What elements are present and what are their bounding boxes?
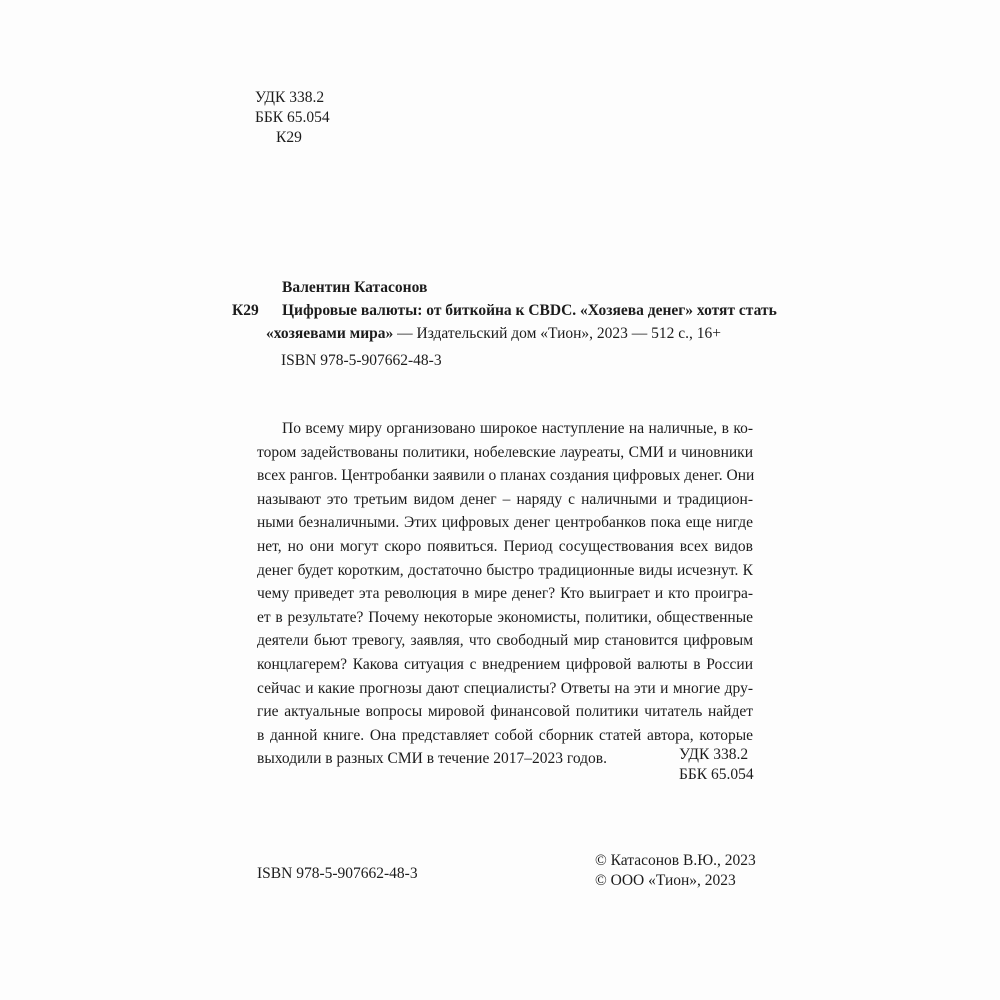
annotation-line: выходили в разных СМИ в течение 2017–2023 годов. xyxy=(257,750,607,768)
annotation-line: тором задействованы политики, нобелевские лауреаты, СМИ и чиновники xyxy=(257,443,753,461)
annotation-line: чему приведет эта революция в мире денег? Кто выиграет и кто проигра- xyxy=(257,585,753,603)
udk-code: УДК 338.2 xyxy=(255,89,325,106)
annotation-line: ет в результате? Почему некоторые экономисты, политики, общественные xyxy=(257,608,753,626)
publication-details: — Издательский дом «Тион», 2023 — 512 с., 16+ xyxy=(393,325,722,342)
book-title-line-2 xyxy=(266,322,721,345)
annotation-line: ными безналичными. Этих цифровых денег центробанков пока еще нигде xyxy=(257,514,753,532)
annotation-line: в данной книге. Она представляет собой сборник статей автора, которые xyxy=(257,726,753,744)
annotation-line: концлагерем? Какова ситуация с внедрением цифровой валюты в России xyxy=(257,655,753,673)
author-sign-code: К29 xyxy=(232,302,259,319)
annotation-line: По всему миру организовано широкое наступление на наличные, в ко- xyxy=(282,420,753,437)
annotation-paragraph xyxy=(257,417,753,771)
copyright-publisher: © ООО «Тион», 2023 xyxy=(595,872,736,889)
copyright-author: © Катасонов В.Ю., 2023 xyxy=(595,852,756,869)
bbk-code: ББК 65.054 xyxy=(255,109,330,126)
bbk-code-bottom: ББК 65.054 xyxy=(679,766,754,783)
top-classification-block xyxy=(255,88,330,148)
annotation-line: всех рангов. Центробанки заявили о планах создания цифровых денег. Они xyxy=(257,467,755,485)
annotation-line: денег будет коротким, достаточно быстро традиционные виды исчезнут. К xyxy=(257,561,753,579)
annotation-line: нет, но они могут скоро появиться. Период сосуществования всех видов xyxy=(257,537,753,555)
footer-isbn: ISBN 978-5-907662-48-3 xyxy=(257,865,418,882)
book-title-line-1: Цифровые валюты: от биткойна к CBDC. «Хозяева денег» хотят стать xyxy=(282,302,777,319)
isbn-record: ISBN 978-5-907662-48-3 xyxy=(281,352,442,369)
author-sign: К29 xyxy=(276,129,302,146)
book-author: Валентин Катасонов xyxy=(282,279,428,296)
bottom-classification-block xyxy=(679,745,754,785)
book-title-bold-part: «хозяевами мира» xyxy=(266,325,394,342)
udk-code-bottom: УДК 338.2 xyxy=(679,746,749,763)
annotation-line: называют это третьим видом денег – наряду с наличными и традицион- xyxy=(257,490,753,508)
copyright-block xyxy=(595,851,756,891)
annotation-line: сейчас и какие прогнозы дают специалисты? Ответы на эти и многие дру- xyxy=(257,679,753,697)
annotation-line: деятели бьют тревогу, заявляя, что свободный мир становится цифровым xyxy=(257,632,753,650)
annotation-line: гие актуальные вопросы мировой финансовой политики читатель найдет xyxy=(257,703,753,721)
